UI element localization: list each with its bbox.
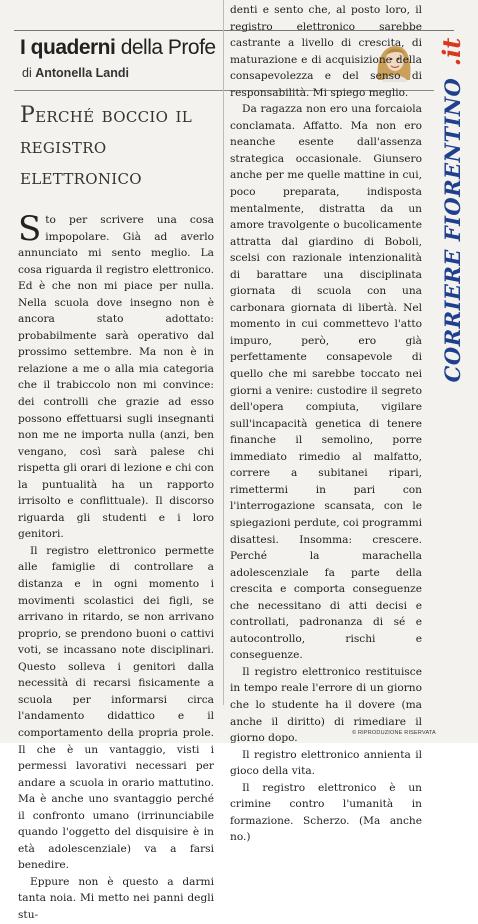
column-title-regular: della Profe [120,36,216,59]
paragraph: Da ragazza non ero una forcaiola conclamata. Affatto. Ma non ero neanche esente dall'assenza strategica occasionale. Giunsero anche per me quelle mattine in cui, poco preparata, indisposta mentalmente, distratta da un amore travolgente o bucolicamente attratta dal giardino di Boboli, scelsi con razionale intenzionalità di barattare una disciplinata giornata di scuola con una carbonara giornata di libertà. Nel momento in cui commettevo l'atto impuro, però, ero già perfettamente consapevole di quello che mi sarebbe toccato nei giorni a venire: custodire il segreto dell'opera compiuta, vigilare sull'incapacità genetica di tenere finanche il semolino, porre immediato rimedio al malfatto, correre a subitanei ripari, rimettermi in pari con l'interrogazione scansata, con le spiegazioni perdute, coi programmi disattesi. Insomma: crescere. Perché la marachella adolescenziale fa parte della crescita e comporta conseguenze che necessitano di atti decisi e controllati, padronanza di sé e autocontrollo, rischi e conseguenze. [230,103,422,662]
column-title [20,36,216,60]
paragraph: Il registro elettronico restituisce in tempo reale l'errore di un giorno che lo studente ha il dovere (ma anche il diritto) di rimediare il giorno dopo. [230,665,422,745]
paragraph: denti e sento che, al posto loro, il registro elettronico sarebbe castrante a livello di crescita, di maturazione e di acquisizione della consapevolezza e del senso di responsabilità. Mi spiego meglio. [230,4,422,99]
paragraph: Il registro elettronico è un crimine contro l'umanità in formazione. Scherzo. (Ma anche no.) [230,781,422,844]
headline: Perché boccio il registro elettronico [20,103,193,190]
author-name: Antonella Landi [35,66,129,80]
article-column-right [230,2,422,846]
column-title-bold: I quaderni [20,36,116,59]
paragraph: Il registro elettronico annienta il gioco della vita. [230,748,422,778]
drop-cap: S [18,209,42,249]
byline [22,66,129,80]
column-divider [223,0,224,705]
byline-prefix: di [22,66,32,80]
masthead-suffix: .it [437,37,466,67]
article-column-left [18,209,214,924]
paragraph: Eppure non è questo a darmi tanta noia. Mi metto nei panni degli stu- [18,875,214,921]
masthead-logo [430,10,470,710]
paragraph [18,209,214,543]
paragraph-text: to per scrivere una cosa impopolare. Già ad averlo annunciato mi sento meglio. La cosa riguarda il registro elettronico. Ed è che non mi piace per nulla. Nella scuola dove insegno non è ancora stato adottato: probabilmente sarà operativo dal prossimo settembre. Ma non è in relazione a me o alla mia categoria che il trabiccolo non mi convince: dei controlli che grazie ad esso possono effettuarsi sugli insegnanti non me ne importa nulla (anzi, ben vengano, così sarà palese chi rispetta gli orari di lezione e chi con la puntualità ha un rapporto irrisolto e conflittuale). Il discorso riguarda gli studenti e i loro genitori. [18,214,214,541]
paragraph: Il registro elettronico permette alle famiglie di controllare a distanza e in ogni momento i movimenti scolastici dei figli, se arrivano in ritardo, se non arrivano proprio, se prendono buoni o cattivi voti, se incassano note disciplinari. Questo solleva i genitori dalla necessità di recarsi fisicamente a scuola per informarsi circa l'andamento didattico e il comportamento della propria prole. Il che è un vantaggio, visti i permessi lavorativi necessari per andare a scuola in orario mattutino. Ma è anche uno svantaggio perché il confronto umano (irrinunciabile quando l'oggetto del disquisire è in età adolescenziale) va a farsi benedire. [18,544,214,872]
copyright-notice: © RIPRODUZIONE RISERVATA [352,730,436,736]
masthead-title: CORRIERE FIORENTINO [440,77,465,383]
